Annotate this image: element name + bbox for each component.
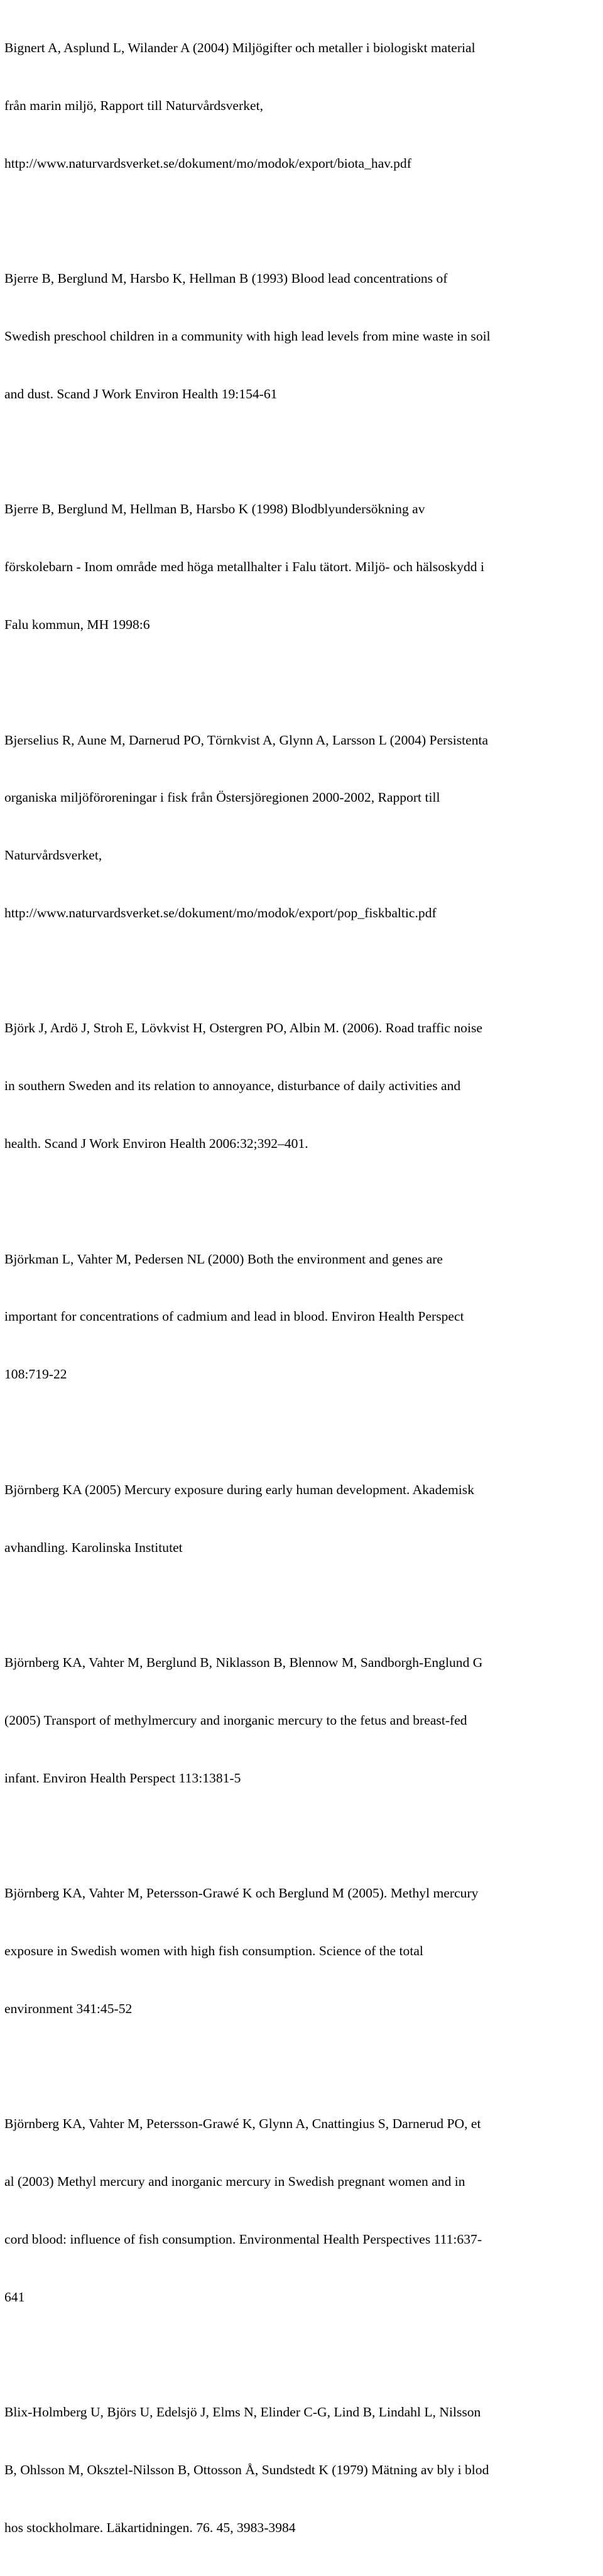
reference-line: health. Scand J Work Environ Health 2006:32;392–401. (4, 1136, 308, 1152)
reference-line: hos stockholmare. Läkartidningen. 76. 45, 3983-3984 (4, 2519, 296, 2535)
reference-entry (4, 692, 601, 961)
reference-line: infant. Environ Health Perspect 113:1381-5 (4, 1770, 241, 1786)
reference-entry (4, 1211, 601, 1422)
reference-line: Björnberg KA (2005) Mercury exposure during early human development. Akademisk (4, 1482, 475, 1497)
reference-line: 108:719-22 (4, 1367, 67, 1382)
reference-entry (4, 231, 601, 442)
reference-line: and dust. Scand J Work Environ Health 19:154-61 (4, 386, 278, 401)
reference-line: Björk J, Ardö J, Stroh E, Lövkvist H, Ostergren PO, Albin M. (2006). Road traffic noise (4, 1020, 482, 1036)
reference-entry (4, 2364, 601, 2576)
reference-line: cord blood: influence of fish consumption. Environmental Health Perspectives 111:637- (4, 2231, 482, 2247)
reference-line: B, Ohlsson M, Oksztel-Nilsson B, Ottosson Å, Sundstedt K (1979) Mätning av bly i blod (4, 2462, 489, 2477)
reference-line: Swedish preschool children in a community with high lead levels from mine waste in soil (4, 329, 491, 344)
reference-line: Blix-Holmberg U, Björs U, Edelsjö J, Elms N, Elinder C-G, Lind B, Lindahl L, Nilsson (4, 2404, 481, 2420)
reference-url: http://www.naturvardsverket.se/dokument/mo/modok/export/biota_hav.pdf (4, 155, 411, 171)
reference-line: Björnberg KA, Vahter M, Petersson-Grawé K och Berglund M (2005). Methyl mercury (4, 1886, 479, 1901)
reference-line: Björnberg KA, Vahter M, Petersson-Grawé K, Glynn A, Cnattingius S, Darnerud PO, et (4, 2116, 481, 2132)
reference-entry (4, 461, 601, 673)
reference-entry (4, 980, 601, 1192)
reference-line: important for concentrations of cadmium and lead in blood. Environ Health Perspect (4, 1309, 464, 1324)
reference-entry (4, 1442, 601, 1596)
reference-line: exposure in Swedish women with high fish consumption. Science of the total (4, 1943, 423, 1958)
reference-entry (4, 1845, 601, 2057)
reference-line: Bjerre B, Berglund M, Harsbo K, Hellman B (1993) Blood lead concentrations of (4, 271, 448, 287)
reference-line: avhandling. Karolinska Institutet (4, 1539, 183, 1555)
reference-line: 641 (4, 2289, 25, 2305)
reference-line: Bjerselius R, Aune M, Darnerud PO, Törnkvist A, Glynn A, Larsson L (2004) Persistenta (4, 732, 489, 748)
reference-line: från marin miljö, Rapport till Naturvårdsverket, (4, 97, 263, 113)
reference-entry (4, 0, 601, 212)
reference-line: Falu kommun, MH 1998:6 (4, 617, 150, 632)
reference-line: Bignert A, Asplund L, Wilander A (2004) Miljögifter och metaller i biologiskt material (4, 40, 475, 56)
reference-entry (4, 2076, 601, 2345)
reference-line: Björnberg KA, Vahter M, Berglund B, Niklasson B, Blennow M, Sandborgh-Englund G (4, 1655, 483, 1671)
reference-list (4, 0, 601, 2576)
reference-line: (2005) Transport of methylmercury and inorganic mercury to the fetus and breast-fed (4, 1712, 467, 1728)
reference-line: in southern Sweden and its relation to annoyance, disturbance of daily activities and (4, 1078, 461, 1094)
reference-line: Naturvårdsverket, (4, 848, 102, 863)
reference-line: organiska miljöföroreningar i fisk från Östersjöregionen 2000-2002, Rapport till (4, 790, 440, 805)
reference-line: förskolebarn - Inom område med höga metallhalter i Falu tätort. Miljö- och hälsoskydd i (4, 559, 484, 575)
reference-entry (4, 1615, 601, 1826)
reference-line: environment 341:45-52 (4, 2000, 133, 2016)
reference-line: al (2003) Methyl mercury and inorganic mercury in Swedish pregnant women and in (4, 2174, 465, 2190)
reference-line: Björkman L, Vahter M, Pedersen NL (2000) Both the environment and genes are (4, 1251, 443, 1267)
reference-url: http://www.naturvardsverket.se/dokument/mo/modok/export/pop_fiskbaltic.pdf (4, 905, 437, 920)
reference-line: Bjerre B, Berglund M, Hellman B, Harsbo K (1998) Blodblyundersökning av (4, 501, 425, 517)
